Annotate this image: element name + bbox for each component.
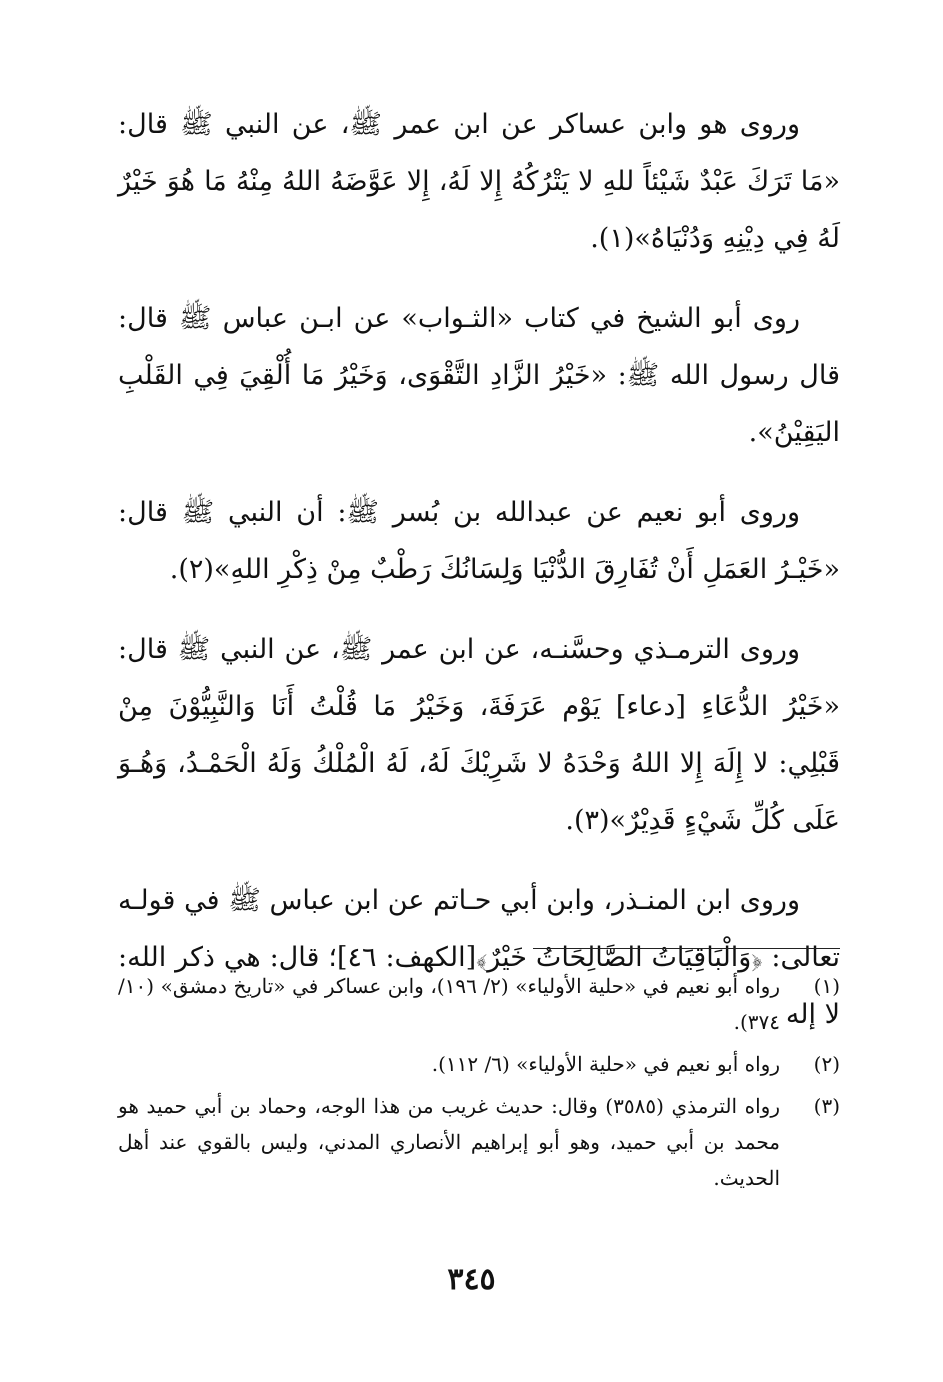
footnote-number: (٣) [813, 1094, 840, 1118]
page-number: ٣٤٥ [447, 1262, 496, 1297]
main-text [118, 96, 840, 1066]
paragraph-3: وروى أبو نعيم عن عبدالله بن بُسر ﷺ: أن النبي ﷺ قال: «خَيْـرُ العَمَلِ أَنْ تُفَارِقَ الدُّنْيَا وَلِسَانُكَ رَطْبٌ مِنْ ذِكْرِ اللهِ»(٢). [118, 497, 840, 585]
paragraph-2: روى أبو الشيخ في كتاب «الثـواب» عن ابـن عباس ﷺ قال: قال رسول الله ﷺ: «خَيْرُ الزَّادِ التَّقْوَى، وَخَيْرُ مَا أُلْقِيَ فِي القَلْبِ اليَقِيْنُ». [118, 303, 840, 448]
footnotes [118, 968, 840, 1202]
footnote-1 [118, 968, 840, 1040]
paragraph-5: وروى ابن المنـذر، وابن أبي حـاتم عن ابن عباس ﷺ في قولـه تعالى: ﴿وَالْبَاقِيَاتُ الصَّالِحَاتُ خَيْرٌ﴾[الكهف: ٤٦]؛ قال: هي ذكر الله: لا إله [118, 885, 840, 1030]
footnote-3 [118, 1088, 840, 1196]
footnote-number: (٢) [813, 1052, 840, 1076]
footnote-2 [118, 1046, 840, 1082]
footnote-text: رواه أبو نعيم في «حلية الأولياء» (٢/ ١٩٦)، وابن عساكر في «تاريخ دمشق» (١٠/ ٣٧٤). [118, 974, 780, 1034]
footnote-text: رواه أبو نعيم في «حلية الأولياء» (٦/ ١١٢). [431, 1052, 780, 1076]
paragraph-1: وروى هو وابن عساكر عن ابن عمر ﷺ، عن النبي ﷺ قال: «مَا تَرَكَ عَبْدٌ شَيْئاً للهِ لا يَتْرُكُهُ إِلا لَهُ، إِلا عَوَّضَهُ اللهُ مِنْهُ مَا هُوَ خَيْرٌ لَهُ فِي دِيْنِهِ وَدُنْيَاهُ»(١). [118, 109, 840, 254]
footnote-number: (١) [813, 974, 840, 998]
footnote-text: رواه الترمذي (٣٥٨٥) وقال: حديث غريب من هذا الوجه، وحماد بن أبي حميد هو محمد بن أبي حميد، وهو أبو إبراهيم الأنصاري المدني، وليس بالقوي عند أهل الحديث. [118, 1094, 780, 1190]
paragraph-4: وروى الترمـذي وحسَّنـه، عن ابن عمر ﷺ، عن النبي ﷺ قال: «خَيْرُ الدُّعَاءِ [دعاء] يَوْم عَرَفَةَ، وَخَيْرُ مَا قُلْتُ أَنَا وَالنَّبِيُّوْنَ مِنْ قَبْلِي: لا إِلَهَ إِلا اللهُ وَحْدَهُ لا شَرِيْكَ لَهُ، لَهُ الْمُلْكُ وَلَهُ الْحَمْـدُ، وَهُـوَ عَلَى كُلِّ شَيْءٍ قَدِيْرٌ»(٣). [118, 634, 840, 836]
footnote-separator [533, 948, 840, 949]
